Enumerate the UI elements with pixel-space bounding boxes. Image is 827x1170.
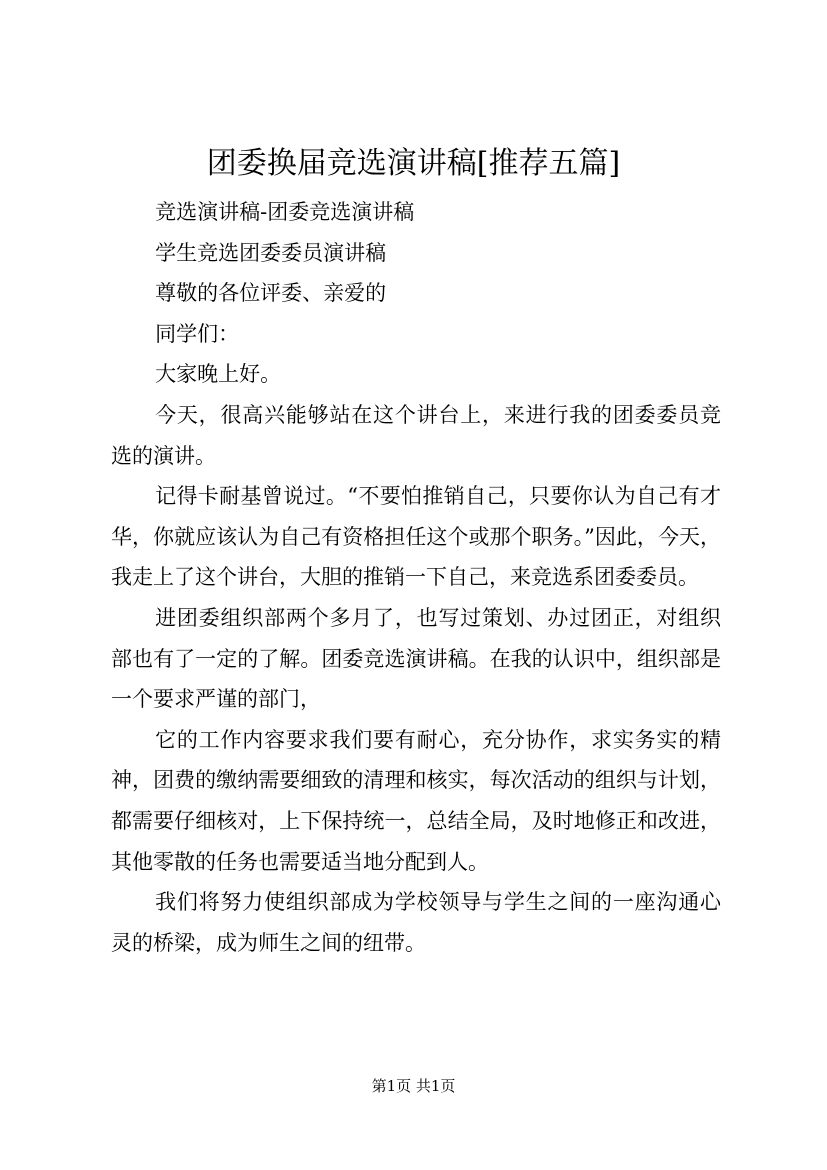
page-footer: 第1页 共1页 <box>371 1077 456 1095</box>
paragraph: 它的工作内容要求我们要有耐心，充分协作，求实务实的精神，团费的缴纳需要细致的清理和核实，每次活动的组织与计划，都需要仔细核对，上下保持统一，总结全局，及时地修正和改进，其他零散的任务也需要适当地分配到人。 <box>111 727 721 874</box>
paragraph: 我们将努力使组织部成为学校领导与学生之间的一座沟通心灵的桥梁，成为师生之间的纽带。 <box>111 890 721 955</box>
paragraph: 大家晚上好。 <box>155 362 282 387</box>
document-title: 团委换届竞选演讲稿[推荐五篇] <box>206 146 621 181</box>
paragraph: 学生竞选团委委员演讲稿 <box>155 240 387 265</box>
paragraph: 进团委组织部两个多月了，也写过策划、办过团正，对组织部也有了一定的了解。团委竞选演讲稿。在我的认识中，组织部是一个要求严谨的部门， <box>111 605 721 712</box>
paragraph: 尊敬的各位评委、亲爱的 <box>155 281 387 306</box>
paragraph: 竞选演讲稿-团委竞选演讲稿 <box>155 200 415 224</box>
paragraph: 记得卡耐基曾说过。“不要怕推销自己，只要你认为自己有才华，你就应该认为自己有资格担任这个或那个职务。”因此，今天，我走上了这个讲台，大胆的推销一下自己，来竞选系团委委员。 <box>111 484 721 590</box>
paragraph: 今天，很高兴能够站在这个讲台上，来进行我的团委委员竞选的演讲。 <box>111 402 721 468</box>
paragraph: 同学们： <box>155 321 240 346</box>
document-body <box>111 192 721 963</box>
